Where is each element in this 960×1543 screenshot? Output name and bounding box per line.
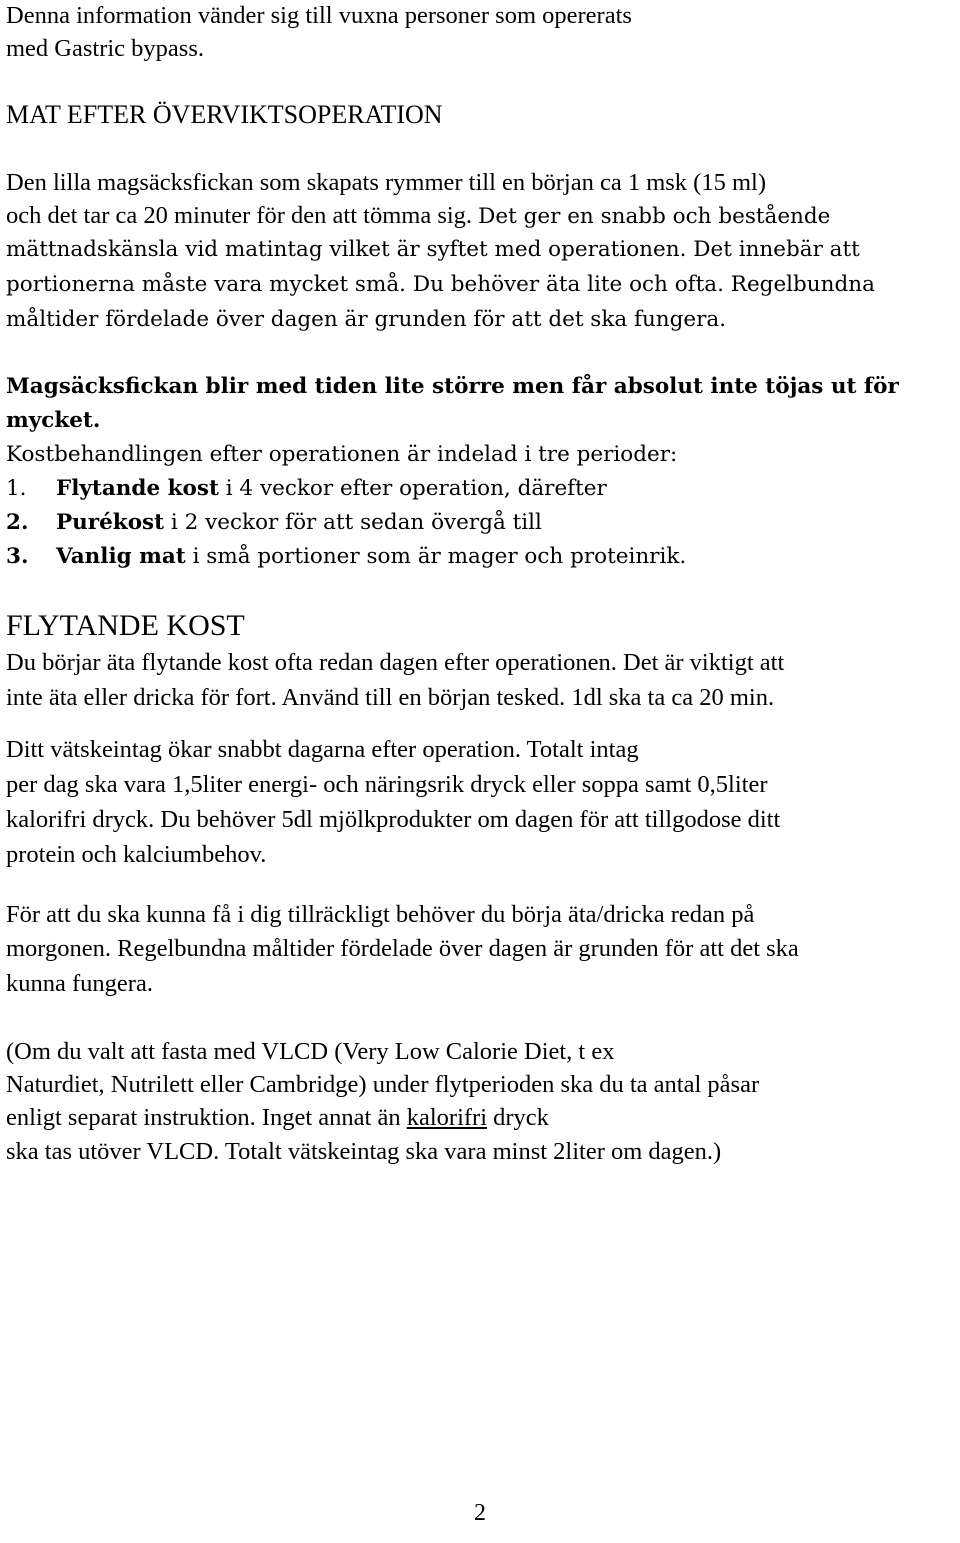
period-text: i 4 veckor efter operation, därefter <box>218 476 607 501</box>
period-number: 3. <box>6 544 29 569</box>
liquid2-line-3: kalorifri dryck. Du behöver 5dl mjölkprodukter om dagen för att tillgodose ditt <box>6 806 781 833</box>
heading-liquid: FLYTANDE KOST <box>6 609 245 642</box>
liquid2-line-1: Ditt vätskeintag ökar snabbt dagarna efter operation. Totalt intag <box>6 736 639 763</box>
page-number: 2 <box>474 1500 486 1526</box>
section1-line-4: portionerna måste vara mycket små. Du behöver äta lite och ofta. Regelbundna <box>6 272 875 297</box>
vlcd-line-1: (Om du valt att fasta med VLCD (Very Low Calorie Diet, t ex <box>6 1038 615 1065</box>
section1-line-1: Den lilla magsäcksfickan som skapats rymmer till en början ca 1 msk (15 ml) <box>6 169 766 196</box>
vlcd-line-3a: enligt separat instruktion. Inget annat än <box>6 1104 407 1131</box>
period-text: i små portioner som är mager och proteinrik. <box>185 544 687 569</box>
period-number: 2. <box>6 510 29 535</box>
liquid3-line-2: morgonen. Regelbundna måltider fördelade över dagen är grunden för att det ska <box>6 935 799 962</box>
section1-line-2a: och det tar ca 20 minuter för den att tömma sig. <box>6 202 479 229</box>
liquid2-line-4: protein och kalciumbehov. <box>6 841 267 868</box>
liquid3-line-3: kunna fungera. <box>6 970 153 997</box>
periods-intro: Kostbehandlingen efter operationen är indelad i tre perioder: <box>6 442 678 467</box>
kalorifri-underlined: kalorifri <box>406 1104 488 1131</box>
vlcd-line-4: ska tas utöver VLCD. Totalt vätskeintag ska vara minst 2liter om dagen.) <box>6 1138 722 1165</box>
period-text: i 2 veckor för att sedan övergå till <box>164 510 542 535</box>
liquid3-line-1: För att du ska kunna få i dig tillräckligt behöver du börja äta/dricka redan på <box>6 901 755 928</box>
period-item-1 <box>6 473 607 505</box>
vlcd-line-2: Naturdiet, Nutrilett eller Cambridge) under flytperioden ska du ta antal påsar <box>6 1071 760 1098</box>
period-item-3 <box>6 541 686 573</box>
period-title: Vanlig mat <box>56 544 186 569</box>
section1-line-2 <box>6 200 830 233</box>
period-item-2 <box>6 507 542 539</box>
intro-line-1: Denna information vänder sig till vuxna personer som opererats <box>6 2 632 29</box>
intro-line-2: med Gastric bypass. <box>6 35 204 62</box>
vlcd-line-3b: dryck <box>487 1104 549 1131</box>
liquid1-line-1: Du börjar äta flytande kost ofta redan dagen efter operationen. Det är viktigt att <box>6 649 785 676</box>
liquid1-line-2: inte äta eller dricka för fort. Använd till en början tesked. 1dl ska ta ca 20 min. <box>6 684 775 711</box>
section1-line-2b: Det ger en snabb och bestående <box>478 204 831 229</box>
liquid2-line-2: per dag ska vara 1,5liter energi- och näringsrik dryck eller soppa samt 0,5liter <box>6 771 768 798</box>
bold-note-line-2: mycket. <box>6 408 101 433</box>
heading-main: MAT EFTER ÖVERVIKTSOPERATION <box>6 100 443 129</box>
period-title: Flytande kost <box>56 476 219 501</box>
period-title: Purékost <box>56 510 165 535</box>
section1-line-3: mättnadskänsla vid matintag vilket är syftet med operationen. Det innebär att <box>6 237 860 262</box>
section1-line-5: måltider fördelade över dagen är grunden för att det ska fungera. <box>6 307 727 332</box>
bold-note-line-1: Magsäcksfickan blir med tiden lite större men får absolut inte töjas ut för <box>6 374 899 399</box>
period-number: 1. <box>6 476 27 501</box>
vlcd-line-3 <box>6 1102 549 1134</box>
